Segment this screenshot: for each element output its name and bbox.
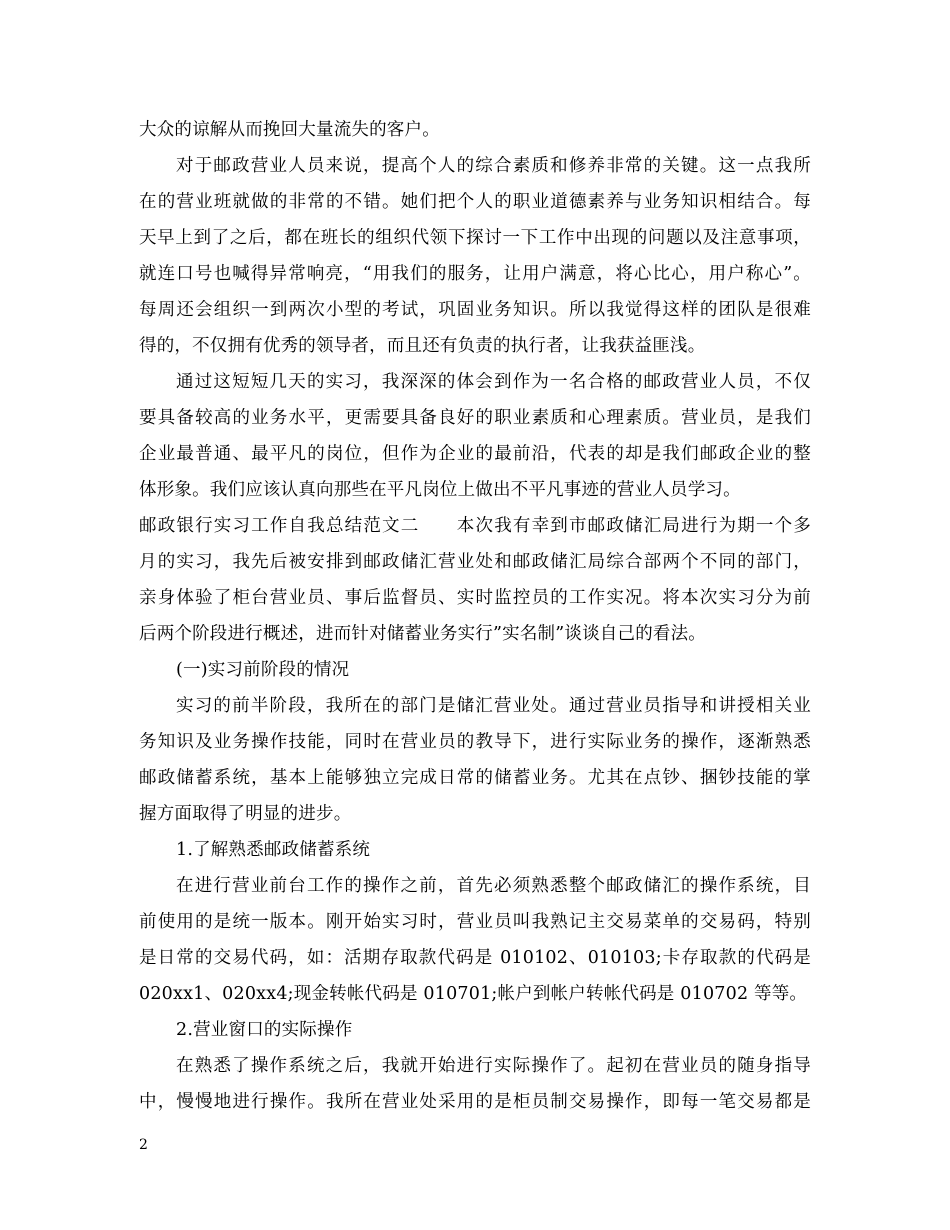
- text-line: 体形象。我们应该认真向那些在平凡岗位上做出不平凡事迹的营业人员学习。: [139, 480, 741, 500]
- text-line: 每周还会组织一到两次小型的考试，巩固业务知识。所以我觉得这样的团队是很难: [139, 300, 811, 320]
- document-body: [139, 112, 811, 1120]
- text-line: 对于邮政营业人员来说，提高个人的综合素质和修养非常的关键。这一点我所: [176, 156, 811, 176]
- text-line: 企业最普通、最平凡的岗位，但作为企业的最前沿，代表的却是我们邮政企业的整: [139, 444, 811, 464]
- text-line: 务知识及业务操作技能，同时在营业员的教导下，进行实际业务的操作，逐渐熟悉: [139, 732, 811, 752]
- text-line: 后两个阶段进行概述，进而针对储蓄业务实行”实名制”谈谈自己的看法。: [139, 624, 706, 644]
- text-line: 通过这短短几天的实习，我深深的体会到作为一名合格的邮政营业人员，不仅: [176, 372, 811, 392]
- text-line: 大众的谅解从而挽回大量流失的客户。: [139, 120, 440, 140]
- text-line: 在的营业班就做的非常的不错。她们把个人的职业道德素养与业务知识相结合。每: [139, 192, 811, 212]
- text-line: 得的，不仅拥有优秀的领导者，而且还有负责的执行者，让我获益匪浅。: [139, 336, 706, 356]
- text-line: 2.营业窗口的实际操作: [176, 1020, 353, 1040]
- text-line: 邮政银行实习工作自我总结范文二 本次我有幸到市邮政储汇局进行为期一个多: [139, 516, 811, 536]
- text-line: 要具备较高的业务水平，更需要具备良好的职业素质和心理素质。营业员，是我们: [139, 408, 811, 428]
- text-line: (一)实习前阶段的情况: [176, 660, 350, 680]
- text-line: 月的实习，我先后被安排到邮政储汇营业处和邮政储汇局综合部两个不同的部门，: [139, 552, 811, 572]
- text-line: 就连口号也喊得异常响亮，“用我们的服务，让用户满意，将心比心，用户称心”。: [139, 264, 811, 284]
- text-line: 是日常的交易代码，如：活期存取款代码是 010102、010103;卡存取款的代码是: [139, 948, 811, 968]
- text-line: 邮政储蓄系统，基本上能够独立完成日常的储蓄业务。尤其在点钞、捆钞技能的掌: [139, 768, 811, 788]
- text-line: 在进行营业前台工作的操作之前，首先必须熟悉整个邮政储汇的操作系统，目: [176, 876, 811, 896]
- text-line: 天早上到了之后，都在班长的组织代领下探讨一下工作中出现的问题以及注意事项，: [139, 228, 811, 248]
- text-line: 1.了解熟悉邮政储蓄系统: [176, 840, 371, 860]
- text-line: 实习的前半阶段，我所在的部门是储汇营业处。通过营业员指导和讲授相关业: [176, 696, 811, 716]
- text-line: 中，慢慢地进行操作。我所在营业处采用的是柜员制交易操作，即每一笔交易都是: [139, 1092, 811, 1112]
- page-number: 2: [139, 1137, 148, 1153]
- text-line: 握方面取得了明显的进步。: [139, 804, 352, 824]
- text-line: 前使用的是统一版本。刚开始实习时，营业员叫我熟记主交易菜单的交易码，特别: [139, 912, 811, 932]
- text-line: 在熟悉了操作系统之后，我就开始进行实际操作了。起初在营业员的随身指导: [176, 1056, 811, 1076]
- text-line: 020xx1、020xx4;现金转帐代码是 010701;帐户到帐户转帐代码是 010702 等等。: [139, 984, 808, 1004]
- text-line: 亲身体验了柜台营业员、事后监督员、实时监控员的工作实况。将本次实习分为前: [139, 588, 811, 608]
